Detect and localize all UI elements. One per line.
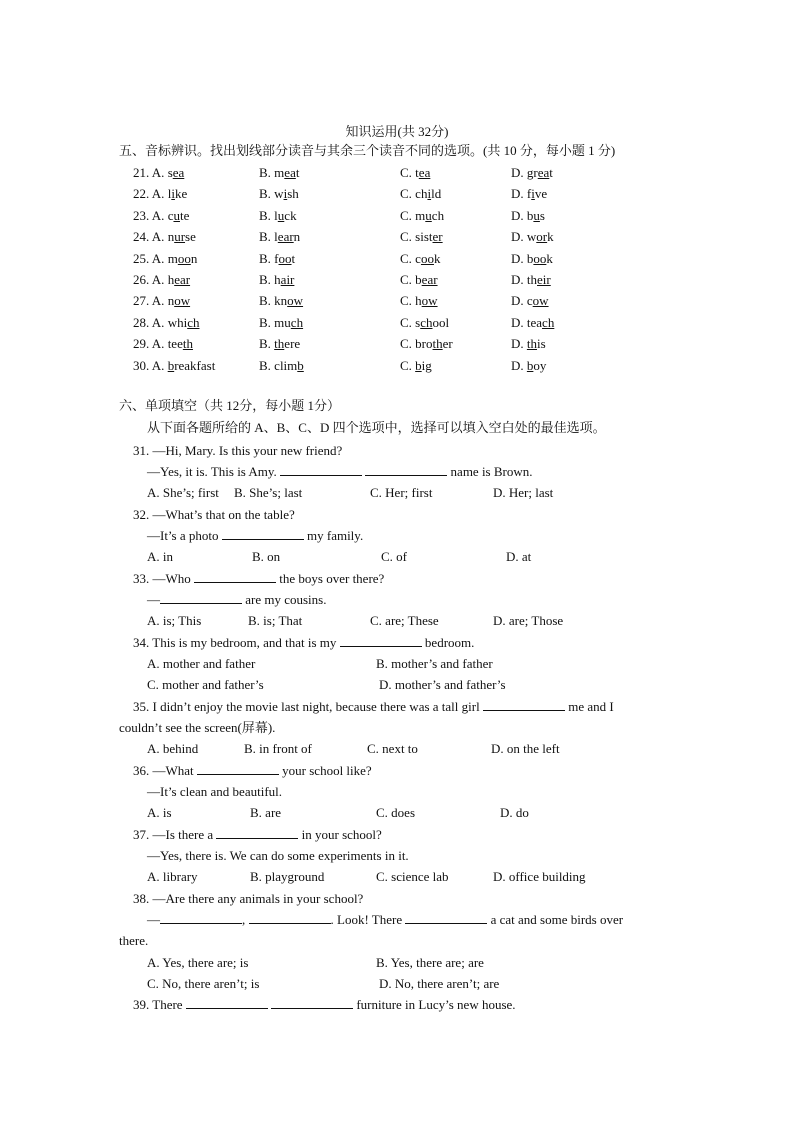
underlined-letters: ch: [542, 315, 555, 330]
word-part: C.: [400, 358, 416, 373]
answer-text: . Look! There: [330, 912, 403, 927]
word-part: er: [442, 336, 453, 351]
question-33: [133, 571, 384, 587]
answer-33: [147, 592, 326, 608]
phonetic-option: [259, 293, 303, 309]
word-part: C.: [400, 251, 416, 266]
comma: ,: [242, 912, 246, 927]
phonetic-option: [400, 229, 443, 245]
option-34-a: A. mother and father: [147, 656, 256, 671]
word-part: B.: [259, 229, 275, 244]
underlined-letters: ear: [277, 229, 294, 244]
underlined-letters: oo: [278, 251, 292, 266]
answer-text: —: [147, 912, 160, 927]
word-part: C.: [400, 229, 416, 244]
option-32-d: D. at: [506, 549, 532, 564]
option-34-d: D. mother’s and father’s: [379, 677, 506, 692]
word-part: A.: [151, 272, 168, 287]
option-32-a: A. in: [147, 549, 173, 564]
phonetic-option: [400, 186, 441, 202]
word-part: w: [526, 229, 537, 244]
option-38-a: A. Yes, there are; is: [147, 955, 249, 970]
word-part: reakfast: [174, 358, 216, 373]
underlined-letters: ea: [418, 165, 431, 180]
underlined-letters: u: [173, 208, 180, 223]
section-title: 知识运用(共 32分): [345, 124, 449, 139]
blank-line: [216, 827, 298, 839]
underlined-letters: i: [171, 186, 175, 201]
answer-38-cont: there.: [119, 933, 149, 948]
word-part: n: [167, 229, 175, 244]
phonetic-option: [511, 208, 545, 224]
answer-text: my family.: [307, 528, 364, 543]
underlined-letters: ur: [174, 229, 186, 244]
word-part: ig: [421, 358, 432, 373]
question-text: 34. This is my bedroom, and that is my: [133, 635, 337, 650]
question-38: 38. —Are there any animals in your school?: [133, 891, 364, 906]
option-32-c: C. of: [381, 549, 407, 564]
word-part: sist: [415, 229, 433, 244]
underlined-letters: th: [182, 336, 193, 351]
word-part: k: [546, 251, 553, 266]
underlined-letters: ow: [532, 293, 549, 308]
word-part: te: [179, 208, 190, 223]
question-35: [133, 699, 614, 715]
word-part: B.: [259, 251, 275, 266]
phonetic-option: [400, 293, 438, 309]
word-part: s: [539, 208, 545, 223]
option-38-d: D. No, there aren’t; are: [379, 976, 500, 991]
phonetic-option: [133, 165, 184, 181]
answer-text: —Yes, it is. This is Amy.: [147, 464, 277, 479]
underlined-letters: oo: [533, 251, 547, 266]
option-37-d: D. office building: [493, 869, 586, 884]
underlined-letters: ow: [287, 293, 304, 308]
question-34: [133, 635, 474, 651]
underlined-letters: air: [280, 272, 295, 287]
word-part: ch: [431, 208, 445, 223]
underlined-letters: u: [533, 208, 540, 223]
option-37-a: A. library: [147, 869, 198, 884]
phonetic-option: [133, 336, 193, 352]
option-38-b: B. Yes, there are; are: [376, 955, 484, 970]
answer-text: —It’s a photo: [147, 528, 219, 543]
blank-line: [222, 528, 304, 540]
question-text: in your school?: [301, 827, 382, 842]
word-part: ch: [415, 186, 428, 201]
phonetic-option: [511, 336, 546, 352]
word-part: D.: [511, 293, 527, 308]
word-part: t: [295, 165, 300, 180]
answer-text: name is Brown.: [450, 464, 533, 479]
word-part: l: [274, 208, 278, 223]
phonetic-option: [511, 315, 554, 331]
word-part: whi: [167, 315, 188, 330]
word-part: sh: [287, 186, 299, 201]
question-number: 28.: [133, 315, 150, 330]
phonetic-option: [400, 251, 440, 267]
phonetic-option: [400, 208, 444, 224]
phonetic-option: [133, 358, 215, 374]
underlined-letters: i: [283, 186, 288, 201]
word-part: n: [167, 293, 175, 308]
underlined-letters: ch: [290, 315, 304, 330]
option-31-d: D. Her; last: [493, 485, 554, 500]
word-part: C.: [400, 186, 416, 201]
blank-line: [280, 464, 362, 476]
blank-line: [249, 912, 331, 924]
word-part: k: [547, 229, 554, 244]
phonetic-option: [511, 358, 546, 374]
phonetic-option: [259, 251, 295, 267]
word-part: C.: [400, 293, 416, 308]
phonetic-option: [259, 208, 297, 224]
phonetic-option: [259, 315, 303, 331]
underlined-letters: ow: [174, 293, 191, 308]
underlined-letters: u: [425, 208, 432, 223]
blank-line: [271, 997, 353, 1009]
question-31: 31. —Hi, Mary. Is this your new friend?: [133, 443, 343, 458]
word-part: th: [526, 272, 538, 287]
answer-text: a cat and some birds over: [490, 912, 624, 927]
option-33-d: D. are; Those: [493, 613, 564, 628]
word-part: A.: [151, 208, 168, 223]
underlined-letters: b: [297, 358, 304, 373]
phonetic-option: [511, 293, 549, 309]
word-part: ool: [432, 315, 450, 330]
word-part: f: [526, 186, 532, 201]
word-part: C.: [400, 165, 416, 180]
word-part: B.: [259, 315, 275, 330]
question-number: 26.: [133, 272, 150, 287]
underlined-letters: oo: [420, 251, 434, 266]
underlined-letters: er: [432, 229, 443, 244]
question-37: [133, 827, 382, 843]
phonetic-option: [133, 272, 190, 288]
word-part: D.: [511, 315, 527, 330]
word-part: D.: [511, 251, 527, 266]
phonetic-option: [259, 336, 300, 352]
word-part: c: [526, 293, 533, 308]
word-part: A.: [151, 358, 168, 373]
answer-text: are my cousins.: [245, 592, 327, 607]
word-part: bro: [415, 336, 433, 351]
underlined-letters: i: [427, 186, 432, 201]
underlined-letters: ear: [421, 272, 438, 287]
question-text: 37. —Is there a: [133, 827, 214, 842]
word-part: w: [274, 186, 284, 201]
phonetic-option: [511, 251, 553, 267]
phonetic-option: [133, 186, 187, 202]
word-part: B.: [259, 272, 275, 287]
word-part: C.: [400, 208, 416, 223]
underlined-letters: th: [526, 336, 538, 351]
word-part: oy: [533, 358, 547, 373]
underlined-letters: ea: [537, 165, 550, 180]
question-text: me and I: [568, 699, 614, 714]
option-37-c: C. science lab: [376, 869, 449, 884]
word-part: mu: [274, 315, 291, 330]
question-text: 35. I didn’t enjoy the movie last night, because there was a tall girl: [133, 699, 480, 714]
word-part: m: [415, 208, 426, 223]
underlined-letters: ow: [421, 293, 438, 308]
word-part: is: [537, 336, 546, 351]
phonetic-option: [400, 272, 438, 288]
word-part: B.: [259, 186, 275, 201]
option-38-c: C. No, there aren’t; is: [147, 976, 260, 991]
option-31-a: A. She’s; first: [147, 485, 219, 500]
word-part: m: [167, 251, 178, 266]
underlined-letters: ea: [284, 165, 296, 180]
underlined-letters: b: [167, 358, 175, 373]
word-part: n: [190, 251, 198, 266]
section6-instruction: 从下面各题所给的 A、B、C、D 四个选项中，选择可以填入空白处的最佳选项。: [147, 420, 606, 435]
word-part: clim: [274, 358, 298, 373]
word-part: ck: [284, 208, 297, 223]
option-34-b: B. mother’s and father: [376, 656, 493, 671]
underlined-letters: eir: [537, 272, 551, 287]
word-part: D.: [511, 186, 527, 201]
word-part: tea: [526, 315, 543, 330]
word-part: n: [293, 229, 301, 244]
question-text: bedroom.: [424, 635, 475, 650]
word-part: b: [415, 272, 422, 287]
option-35-d: D. on the left: [491, 741, 560, 756]
option-35-c: C. next to: [367, 741, 418, 756]
blank-line: [186, 997, 268, 1009]
question-number: 23.: [133, 208, 150, 223]
word-part: D.: [511, 229, 527, 244]
word-part: B.: [259, 208, 275, 223]
phonetic-option: [259, 358, 304, 374]
word-part: A.: [151, 251, 168, 266]
word-part: A.: [151, 229, 168, 244]
word-part: D.: [511, 272, 527, 287]
phonetic-option: [133, 251, 197, 267]
question-36: [133, 763, 372, 779]
blank-line: [405, 912, 487, 924]
phonetic-option: [400, 165, 430, 181]
word-part: h: [415, 293, 422, 308]
phonetic-option: [400, 358, 432, 374]
word-part: kn: [274, 293, 288, 308]
blank-line: [160, 912, 242, 924]
word-part: l: [167, 186, 172, 201]
question-35-cont: couldn’t see the screen(屏幕).: [119, 720, 276, 735]
answer-38: [147, 912, 623, 928]
word-part: c: [415, 251, 421, 266]
option-36-c: C. does: [376, 805, 415, 820]
option-34-c: C. mother and father’s: [147, 677, 264, 692]
option-36-b: B. are: [250, 805, 282, 820]
word-part: A.: [151, 186, 168, 201]
option-33-a: A. is; This: [147, 613, 202, 628]
word-part: D.: [511, 165, 527, 180]
option-32-b: B. on: [252, 549, 281, 564]
word-part: h: [274, 272, 281, 287]
answer-36: —It’s clean and beautiful.: [147, 784, 283, 799]
word-part: l: [274, 229, 278, 244]
question-39: [133, 997, 516, 1013]
phonetic-option: [259, 229, 300, 245]
underlined-letters: ch: [420, 315, 433, 330]
word-part: A.: [151, 293, 168, 308]
option-37-b: B. playground: [250, 869, 325, 884]
underlined-letters: th: [274, 336, 285, 351]
question-text: furniture in Lucy’s new house.: [356, 997, 516, 1012]
phonetic-option: [133, 293, 190, 309]
phonetic-option: [133, 315, 199, 331]
word-part: B.: [259, 293, 275, 308]
phonetic-option: [400, 336, 453, 352]
option-36-d: D. do: [500, 805, 529, 820]
word-part: C.: [400, 272, 416, 287]
word-part: ke: [174, 186, 188, 201]
underlined-letters: ea: [172, 165, 185, 180]
underlined-letters: ear: [174, 272, 191, 287]
phonetic-option: [511, 186, 547, 202]
question-text: 39. There: [133, 997, 183, 1012]
word-part: B.: [259, 336, 275, 351]
word-part: B.: [259, 358, 275, 373]
word-part: tee: [167, 336, 183, 351]
answer-32: [147, 528, 363, 544]
word-part: m: [274, 165, 285, 180]
question-number: 25.: [133, 251, 150, 266]
question-text: 33. —Who: [133, 571, 191, 586]
word-part: h: [167, 272, 175, 287]
question-text: the boys over there?: [279, 571, 385, 586]
word-part: ve: [534, 186, 548, 201]
word-part: c: [167, 208, 174, 223]
question-number: 27.: [133, 293, 150, 308]
underlined-letters: u: [277, 208, 285, 223]
option-33-c: C. are; These: [370, 613, 439, 628]
phonetic-option: [259, 272, 294, 288]
question-number: 29.: [133, 336, 150, 351]
question-text: your school like?: [282, 763, 372, 778]
phonetic-option: [511, 272, 551, 288]
phonetic-option: [133, 229, 196, 245]
word-part: D.: [511, 208, 527, 223]
question-number: 22.: [133, 186, 150, 201]
word-part: s: [415, 315, 421, 330]
phonetic-option: [511, 229, 554, 245]
question-number: 24.: [133, 229, 150, 244]
option-35-b: B. in front of: [244, 741, 312, 756]
word-part: t: [415, 165, 419, 180]
answer-37: —Yes, there is. We can do some experiments in it.: [147, 848, 409, 863]
question-number: 30.: [133, 358, 150, 373]
word-part: B.: [259, 165, 275, 180]
phonetic-option: [259, 165, 299, 181]
underlined-letters: b: [526, 358, 534, 373]
question-number: 21.: [133, 165, 150, 180]
question-32: 32. —What’s that on the table?: [133, 507, 295, 522]
word-part: D.: [511, 336, 527, 351]
word-part: se: [185, 229, 196, 244]
section6-heading: 六、单项填空（共 12分，每小题 1分）: [119, 398, 341, 413]
underlined-letters: ch: [187, 315, 200, 330]
word-part: A.: [151, 336, 168, 351]
word-part: b: [526, 208, 534, 223]
word-part: D.: [511, 358, 527, 373]
word-part: t: [291, 251, 296, 266]
underlined-letters: b: [415, 358, 422, 373]
option-31-b: B. She’s; last: [234, 485, 303, 500]
section5-heading: 五、音标辨识。找出划线部分读音与其余三个读音不同的选项。(共 10 分，每小题 1 分): [119, 143, 616, 158]
word-part: ere: [284, 336, 301, 351]
underlined-letters: i: [531, 186, 535, 201]
phonetic-option: [259, 186, 299, 202]
blank-line: [194, 571, 276, 583]
phonetic-option: [133, 208, 189, 224]
phonetic-option: [400, 315, 449, 331]
blank-line: [197, 763, 279, 775]
blank-line: [483, 699, 565, 711]
option-35-a: A. behind: [147, 741, 199, 756]
word-part: f: [274, 251, 279, 266]
blank-line: [160, 592, 242, 604]
word-part: s: [167, 165, 173, 180]
blank-line: [340, 635, 422, 647]
option-31-c: C. Her; first: [370, 485, 433, 500]
answer-text: —: [147, 592, 160, 607]
underlined-letters: oo: [177, 251, 191, 266]
phonetic-option: [511, 165, 553, 181]
word-part: t: [549, 165, 553, 180]
option-36-a: A. is: [147, 805, 172, 820]
word-part: A.: [151, 315, 168, 330]
answer-31: [147, 464, 533, 480]
word-part: C.: [400, 315, 416, 330]
underlined-letters: th: [432, 336, 443, 351]
blank-line: [365, 464, 447, 476]
word-part: b: [526, 251, 534, 266]
underlined-letters: or: [536, 229, 548, 244]
word-part: gr: [526, 165, 538, 180]
word-part: A.: [151, 165, 168, 180]
word-part: C.: [400, 336, 416, 351]
word-part: k: [433, 251, 441, 266]
option-33-b: B. is; That: [248, 613, 303, 628]
word-part: ld: [431, 186, 442, 201]
question-text: 36. —What: [133, 763, 194, 778]
